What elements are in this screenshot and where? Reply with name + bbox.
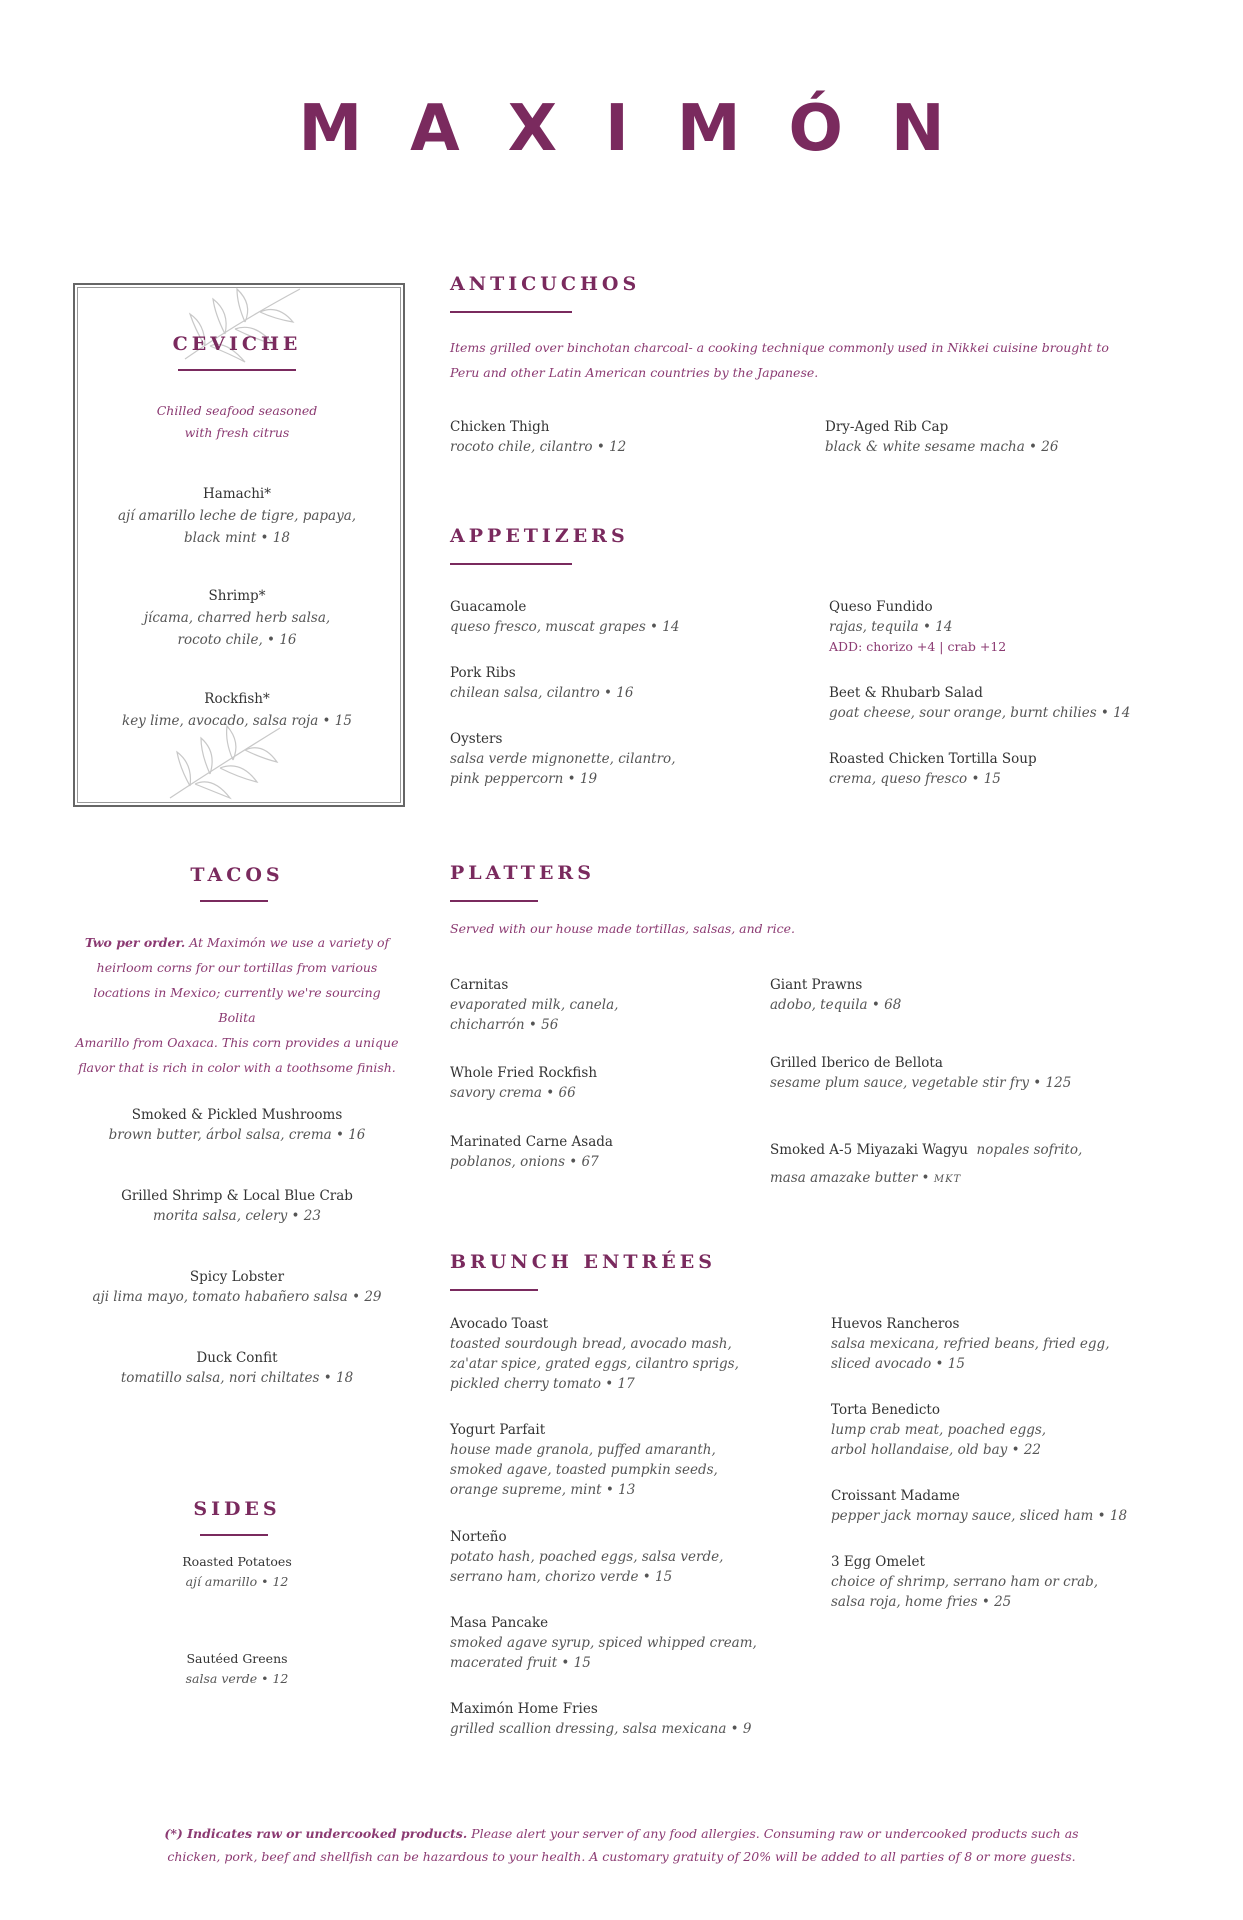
item-detail: tomatillo salsa, nori chiltates • 18 [120, 1370, 354, 1386]
item-name: Maximón Home Fries [450, 1701, 598, 1717]
ceviche-rule [178, 369, 296, 371]
brunch-avocado-toast [450, 1314, 739, 1394]
item-name: Guacamole [450, 599, 527, 615]
anticuchos-desc-line2: Peru and other Latin American countries by the Japanese. [450, 365, 819, 380]
disclaimer-line1: Please alert your server of any food allergies. Consuming raw or undercooked products such as [467, 1826, 1079, 1841]
sides-rule [200, 1534, 268, 1536]
item-name: Beet & Rhubarb Salad [829, 685, 983, 701]
item-name: Marinated Carne Asada [450, 1134, 613, 1150]
market-price: MKT [933, 1174, 962, 1185]
item-name: Giant Prawns [770, 977, 863, 993]
tacos-heading: TACOS [190, 864, 284, 886]
item-name: Norteño [450, 1529, 507, 1545]
item-detail: smoked agave, toasted pumpkin seeds, [450, 1462, 718, 1478]
taco-mushrooms [73, 1105, 401, 1145]
item-detail: sliced avocado • 15 [831, 1356, 965, 1372]
item-name: Carnitas [450, 977, 509, 993]
tacos-desc-line3: locations in Mexico; currently we're sourcing Bolita [93, 985, 381, 1025]
brunch-rule [450, 1289, 538, 1291]
item-name: Dry-Aged Rib Cap [825, 419, 949, 435]
brunch-masa-pancake [450, 1613, 757, 1673]
item-detail: smoked agave syrup, spiced whipped cream, [450, 1635, 757, 1651]
item-detail: crema, queso fresco • 15 [829, 771, 1001, 787]
item-detail: rocoto chile, cilantro • 12 [450, 439, 627, 455]
item-name: 3 Egg Omelet [831, 1554, 925, 1570]
item-detail: arbol hollandaise, old bay • 22 [831, 1442, 1042, 1458]
platter-iberico [770, 1053, 1071, 1093]
brunch-heading: BRUNCH ENTRÉES [450, 1251, 716, 1273]
item-detail: masa amazake butter • [770, 1170, 934, 1186]
allergy-disclaimer [150, 1822, 1093, 1868]
appetizer-guacamole [450, 597, 680, 637]
item-detail: macerated fruit • 15 [450, 1655, 591, 1671]
item-name: Avocado Toast [450, 1316, 549, 1332]
item-detail: key lime, avocado, salsa roja • 15 [122, 713, 352, 729]
tacos-description [73, 930, 401, 1080]
sides-heading: SIDES [193, 1498, 281, 1520]
platter-rockfish [450, 1063, 597, 1103]
item-detail: sesame plum sauce, vegetable stir fry • 125 [770, 1075, 1072, 1091]
restaurant-logo: MAXIMÓN [298, 92, 993, 166]
appetizer-oysters [450, 729, 675, 789]
platters-heading: PLATTERS [450, 862, 595, 884]
item-detail: pink peppercorn • 19 [450, 771, 598, 787]
brunch-home-fries [450, 1699, 752, 1739]
item-detail: poblanos, onions • 67 [450, 1154, 599, 1170]
item-detail: morita salsa, celery • 23 [153, 1208, 321, 1224]
appetizer-queso-fundido [829, 597, 1006, 657]
brunch-huevos-rancheros [831, 1314, 1110, 1374]
item-detail: pepper jack mornay sauce, sliced ham • 18 [831, 1508, 1128, 1524]
item-name: Roasted Chicken Tortilla Soup [829, 751, 1037, 767]
item-detail: adobo, tequila • 68 [770, 997, 902, 1013]
item-name: Huevos Rancheros [831, 1316, 960, 1332]
item-detail: lump crab meat, poached eggs, [831, 1422, 1047, 1438]
item-detail: grilled scallion dressing, salsa mexicana • 9 [450, 1721, 752, 1737]
tacos-desc-line1: At Maximón we use a variety of [185, 935, 390, 950]
taco-shrimp-crab [73, 1186, 401, 1226]
item-detail: potato hash, poached eggs, salsa verde, [450, 1549, 724, 1565]
ceviche-desc-line1: Chilled seafood seasoned [156, 403, 318, 418]
anticuchos-item-rib-cap [825, 417, 1058, 457]
appetizer-tortilla-soup [829, 749, 1037, 789]
item-name: Rockfish* [204, 691, 270, 707]
anticuchos-item-chicken-thigh [450, 417, 626, 457]
item-name: Masa Pancake [450, 1615, 549, 1631]
item-name: Grilled Shrimp & Local Blue Crab [121, 1188, 353, 1204]
item-name: Croissant Madame [831, 1488, 960, 1504]
ceviche-description [73, 400, 401, 444]
item-name: Torta Benedicto [831, 1402, 940, 1418]
item-name: Hamachi* [203, 486, 271, 502]
item-detail: toasted sourdough bread, avocado mash, [450, 1336, 732, 1352]
platter-giant-prawns [770, 975, 901, 1015]
item-detail: aji lima mayo, tomato habañero salsa • 29 [92, 1289, 382, 1305]
item-detail: za'atar spice, grated eggs, cilantro sprigs, [450, 1356, 739, 1372]
item-detail: rocoto chile, • 16 [177, 632, 297, 648]
item-name: Queso Fundido [829, 599, 933, 615]
item-name: Smoked A-5 Miyazaki Wagyu [770, 1142, 968, 1158]
item-detail: brown butter, árbol salsa, crema • 16 [108, 1127, 366, 1143]
platter-carnitas [450, 975, 618, 1035]
item-name: Sautéed Greens [186, 1651, 288, 1666]
ceviche-item-hamachi [73, 483, 401, 549]
taco-duck-confit [73, 1348, 401, 1388]
item-detail: nopales sofrito, [976, 1142, 1083, 1158]
item-name: Smoked & Pickled Mushrooms [131, 1107, 343, 1123]
item-detail: chilean salsa, cilantro • 16 [450, 685, 634, 701]
leaf-bottom-icon [165, 720, 285, 800]
item-name: Pork Ribs [450, 665, 516, 681]
item-name: Spicy Lobster [189, 1269, 285, 1285]
item-detail: savory crema • 66 [450, 1085, 576, 1101]
item-detail: house made granola, puffed amaranth, [450, 1442, 716, 1458]
platter-carne-asada [450, 1132, 613, 1172]
ceviche-desc-line2: with fresh citrus [184, 425, 290, 440]
item-detail: chicharrón • 56 [450, 1017, 559, 1033]
item-name: Oysters [450, 731, 503, 747]
item-name: Grilled Iberico de Bellota [770, 1055, 943, 1071]
platter-wagyu [770, 1136, 1082, 1194]
item-detail: queso fresco, muscat grapes • 14 [450, 619, 680, 635]
appetizers-heading: APPETIZERS [450, 525, 629, 547]
item-detail: black mint • 18 [183, 530, 290, 546]
item-detail: rajas, tequila • 14 [829, 619, 953, 635]
brunch-yogurt-parfait [450, 1420, 718, 1500]
side-roasted-potatoes [73, 1552, 401, 1592]
anticuchos-desc-line1: Items grilled over binchotan charcoal- a cooking technique commonly used in Nikkei cuisine brought to [450, 340, 1109, 355]
brunch-croissant-madame [831, 1486, 1127, 1526]
brunch-torta-benedicto [831, 1400, 1046, 1460]
item-detail: serrano ham, chorizo verde • 15 [450, 1569, 673, 1585]
tacos-desc-line4: Amarillo from Oaxaca. This corn provides a unique [75, 1035, 399, 1050]
item-name: Roasted Potatoes [182, 1554, 292, 1569]
platters-rule [450, 900, 538, 902]
item-detail: ají amarillo leche de tigre, papaya, [117, 508, 357, 524]
item-detail: goat cheese, sour orange, burnt chilies • 14 [829, 705, 1131, 721]
item-detail: jícama, charred herb salsa, [143, 610, 331, 626]
tacos-rule [200, 900, 268, 902]
item-name: Yogurt Parfait [450, 1422, 546, 1438]
ceviche-item-shrimp [73, 585, 401, 651]
item-name: Chicken Thigh [450, 419, 550, 435]
anticuchos-description [450, 335, 1110, 385]
anticuchos-rule [450, 311, 572, 313]
appetizer-pork-ribs [450, 663, 633, 703]
item-detail: black & white sesame macha • 26 [825, 439, 1059, 455]
appetizer-beet-salad [829, 683, 1130, 723]
brunch-norteno [450, 1527, 723, 1587]
item-detail: pickled cherry tomato • 17 [450, 1376, 635, 1392]
item-name: Duck Confit [196, 1350, 278, 1366]
tacos-desc-bold: Two per order. [84, 935, 186, 950]
item-detail: salsa verde • 12 [185, 1671, 289, 1686]
item-name: Whole Fried Rockfish [450, 1065, 598, 1081]
item-detail: choice of shrimp, serrano ham or crab, [831, 1574, 1099, 1590]
item-detail: ají amarillo • 12 [185, 1574, 289, 1589]
anticuchos-heading: ANTICUCHOS [450, 273, 641, 295]
tacos-desc-line5: flavor that is rich in color with a toothsome finish. [78, 1060, 396, 1075]
brunch-egg-omelet [831, 1552, 1098, 1612]
taco-spicy-lobster [73, 1267, 401, 1307]
platters-description: Served with our house made tortillas, salsas, and rice. [450, 921, 796, 936]
appetizers-rule [450, 563, 572, 565]
disclaimer-bold: (*) Indicates raw or undercooked products. [164, 1826, 468, 1841]
disclaimer-line2: chicken, pork, beef and shellfish can be hazardous to your health. A customary gratuity of 20% will be added to all parties of 8 or more guests. [167, 1849, 1076, 1864]
item-name: Shrimp* [208, 588, 266, 604]
item-detail: evaporated milk, canela, [450, 997, 619, 1013]
item-detail: salsa verde mignonette, cilantro, [450, 751, 676, 767]
tacos-desc-line2: heirloom corns for our tortillas from various [96, 960, 378, 975]
side-sauteed-greens [73, 1649, 401, 1689]
item-detail: salsa mexicana, refried beans, fried egg, [831, 1336, 1110, 1352]
item-detail: salsa roja, home fries • 25 [831, 1594, 1012, 1610]
ceviche-heading: CEVICHE [172, 333, 302, 355]
item-addon: ADD: chorizo +4 | crab +12 [829, 639, 1007, 654]
item-detail: orange supreme, mint • 13 [450, 1482, 636, 1498]
ceviche-item-rockfish [73, 688, 401, 732]
